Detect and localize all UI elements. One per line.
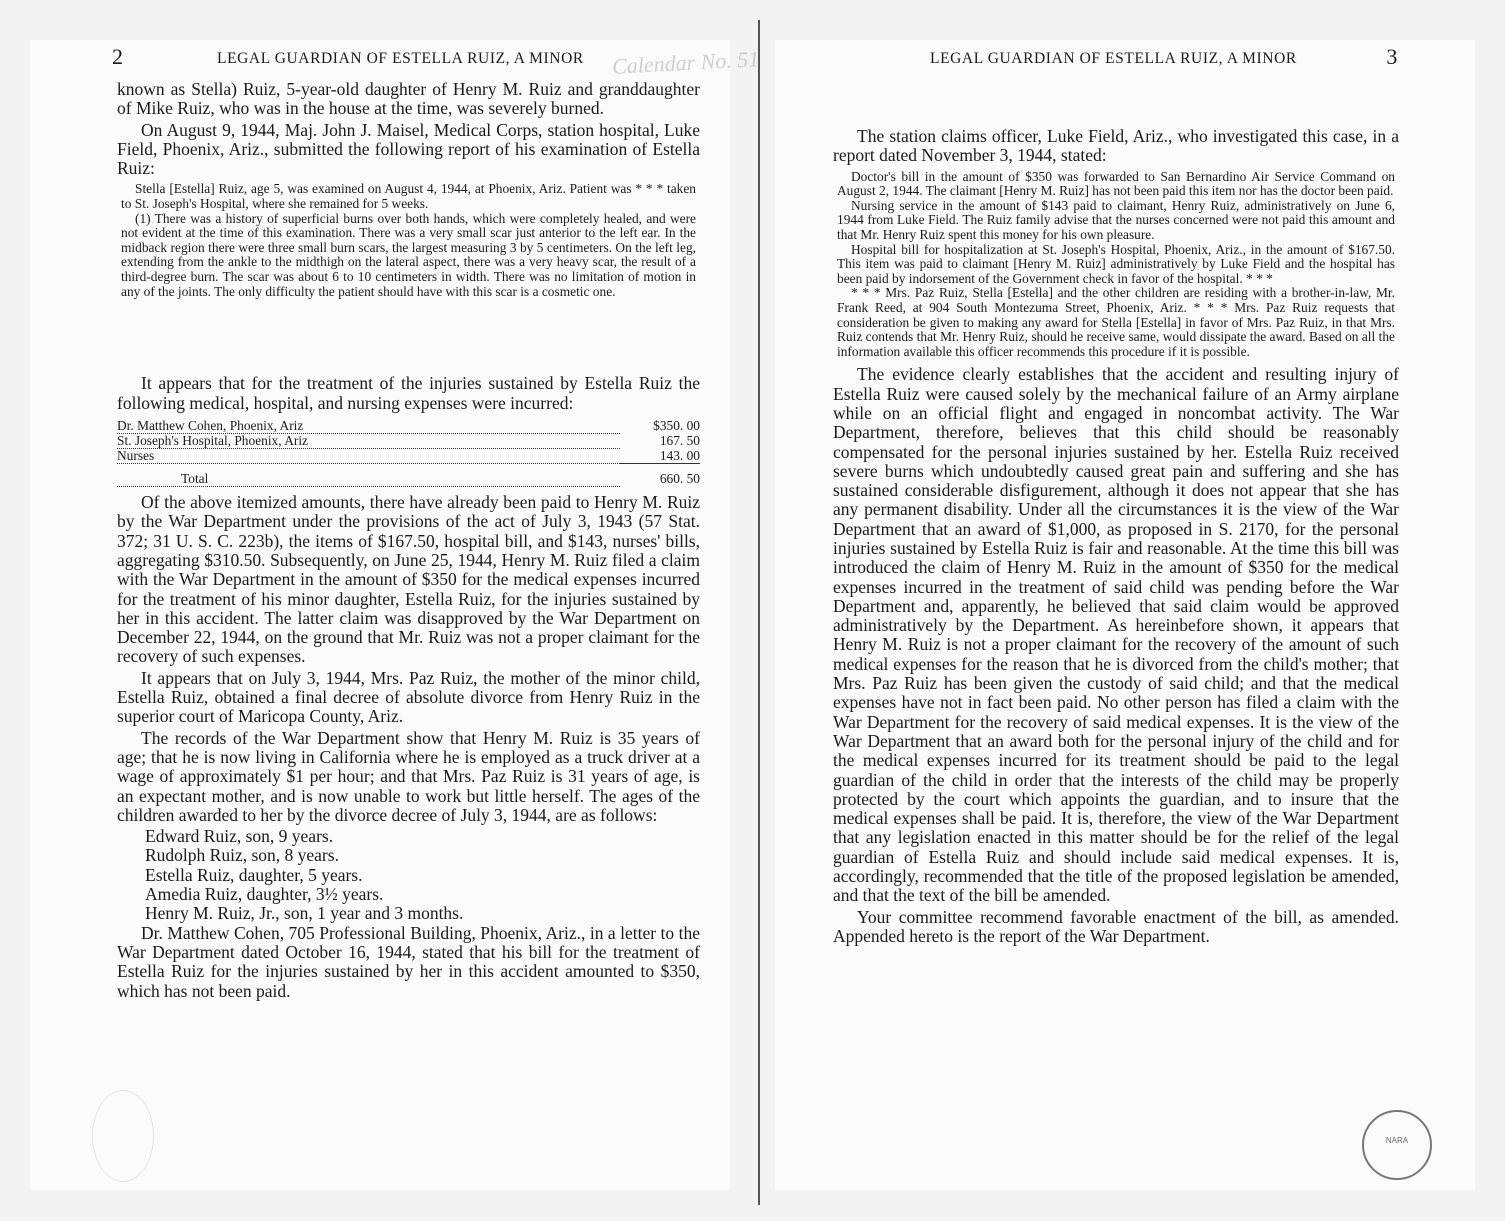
list-item: Amedia Ruiz, daughter, 3½ years. (145, 884, 384, 905)
paragraph: The records of the War Department show that Henry M. Ruiz is 35 years of age; that he is now living in California where he is employed as a truck driver at a wage of approximately $1 per hour; and that Mrs. Paz Ruiz is 31 years of age, is an expectant mother, and is now unable to work but little herself. The ages of the children awarded to her by the divorce decree of July 3, 1944, are as follows: (117, 727, 700, 825)
expense-item: Dr. Matthew Cohen, Phoenix, Ariz (117, 419, 620, 434)
faint-library-seal (92, 1090, 154, 1182)
total-label: Total (117, 464, 620, 487)
right-page-running-title: LEGAL GUARDIAN OF ESTELLA RUIZ, A MINOR (930, 50, 1297, 67)
quote-paragraph: Doctor's bill in the amount of $350 was forwarded to San Bernardino Air Service Command on August 2, 1944. The claimant [Henry M. Ruiz] has not been paid this item nor has the doctor been paid. (837, 168, 1395, 199)
expense-item: St. Joseph's Hospital, Phoenix, Ariz (117, 434, 620, 449)
table-row-total (117, 464, 700, 487)
list-item: Edward Ruiz, son, 9 years. (145, 826, 334, 847)
paragraph: It appears that for the treatment of the injuries sustained by Estella Ruiz the following medical, hospital, and nursing expenses were incurred: (117, 373, 700, 413)
paragraph: Of the above itemized amounts, there have already been paid to Henry M. Ruiz by the War Department under the provisions of the act of July 3, 1943 (57 Stat. 372; 31 U. S. C. 223b), the items of $167.50, hospital bill, and $143, nurses' bills, aggregating $310.50. Subsequently, on June 25, 1944, Henry M. Ruiz filed a claim with the War Department in the amount of $350 for the medical expenses incurred for the treatment of his minor daughter, Estella Ruiz, for the injuries sustained by her in this accident. The latter claim was disapproved by the War Department on December 22, 1944, on the ground that Mr. Ruiz was not a proper claimant for the recovery of such expenses. (117, 492, 700, 667)
expense-amount: $350. 00 (653, 418, 700, 434)
left-page-number: 2 (112, 44, 124, 69)
block-quote (833, 170, 1399, 360)
paragraph: Your committee recommend favorable enactment of the bill, as amended. Appended hereto is the report of the War Department. (833, 906, 1399, 946)
paragraph: On August 9, 1944, Maj. John J. Maisel, Medical Corps, station hospital, Luke Field, Phoenix, Ariz., submitted the following report of his examination of Estella Ruiz: (117, 119, 700, 179)
table-row (117, 419, 700, 434)
quote-paragraph: * * * Mrs. Paz Ruiz, Stella [Estella] and the other children are residing with a brother-in-law, Mr. Frank Reed, at 904 South Montezuma Street, Phoenix, Ariz. * * * Mrs. Paz Ruiz requests that consideration be given to making any award for Stella [Estella] in favor of Mrs. Paz Ruiz, in that Mrs. Ruiz contends that Mr. Henry Ruiz, should he receive same, would dissipate the award. Based on all the information available this officer recommends this procedure if it is possible. (837, 285, 1395, 359)
library-seal-stamp: NARA (1362, 1110, 1432, 1180)
paragraph: It appears that on July 3, 1944, Mrs. Paz Ruiz, the mother of the minor child, Estella Ruiz, obtained a final decree of absolute divorce from Henry Ruiz in the superior court of Maricopa County, Ariz. (117, 667, 700, 727)
total-amount: 660. 50 (620, 464, 700, 487)
page-gutter (758, 20, 760, 1205)
paragraph: The station claims officer, Luke Field, Ariz., who investigated this case, in a report dated November 3, 1944, stated: (833, 126, 1399, 166)
children-list (145, 827, 700, 923)
quote-paragraph: Stella [Estella] Ruiz, age 5, was examined on August 4, 1944, at Phoenix, Ariz. Patient was * * * taken to St. Joseph's Hospital, where she remained for 5 weeks. (121, 181, 696, 212)
expense-amount: 143. 00 (659, 447, 700, 463)
paragraph: Dr. Matthew Cohen, 705 Professional Building, Phoenix, Ariz., in a letter to the War Department dated October 16, 1944, stated that his bill for the treatment of Estella Ruiz for the injuries sustained by her in this accident amounted to $350, which has not been paid. (117, 922, 700, 1001)
left-page-body (117, 80, 700, 1003)
expense-item: Nurses (117, 449, 620, 464)
quote-paragraph: (1) There was a history of superficial burns over both hands, which were completely healed, and were not evident at the time of this examination. There was a very small scar just anterior to the left ear. In the midback region there were three small burn scars, the largest measuring 3 by 5 centimeters. On the left leg, extending from the ankle to the midthigh on the lateral aspect, there was a very heavy scar, the result of a third-degree burn. The scar was about 6 to 10 centimeters in width. There was no limitation of motion in any of the joints. The only difficulty the patient should have with this scar is a cosmetic one. (121, 210, 696, 299)
quote-paragraph: Hospital bill for hospitalization at St. Joseph's Hospital, Phoenix, Ariz., in the amount of $167.50. This item was paid to claimant [Henry M. Ruiz] administratively by Luke Field and the hospital has been paid by indorsement of the Government check in favor of the hospital. * * * (837, 241, 1395, 286)
right-page-header (858, 44, 1398, 74)
list-item: Estella Ruiz, daughter, 5 years. (145, 864, 363, 885)
right-page-body (833, 127, 1399, 948)
left-page-running-title: LEGAL GUARDIAN OF ESTELLA RUIZ, A MINOR (217, 50, 584, 67)
expenses-table (117, 419, 700, 487)
paragraph: The evidence clearly establishes that the accident and resulting injury of Estella Ruiz were caused solely by the mechanical failure of an Army airplane while on an official flight and engaged in noncombat activity. The War Department, therefore, believes that this child should be reasonably compensated for the personal injuries sustained by her. Estella Ruiz received severe burns which undoubtedly caused great pain and suffering and she has sustained considerable disfigurement, although it does not appear that she has any permanent disability. Under all the circumstances it is the view of the War Department that an award of $1,000, as proposed in S. 2170, for the personal injuries sustained by Estella Ruiz is fair and reasonable. At the time this bill was introduced the claim of Henry M. Ruiz in the amount of $350 for the medical expenses incurred in the treatment of said child was pending before the War Department and, apparently, he believed that said claim would be approved administratively by the Department. As hereinbefore shown, it appears that Henry M. Ruiz is not a proper claimant for the recovery of the amount of such medical expenses for the reason that he is divorced from the child's mother; that Mrs. Paz Ruiz has been given the custody of said child; and that the medical expenses have not in fact been paid. No other person has filed a claim with the War Department for the recovery of said medical expenses. It is the view of the War Department that an award both for the personal injury of the child and for the medical expenses incurred for its treatment should be paid to the legal guardian of the child in order that the interests of the child may be properly protected by the court which appoints the guardian, and to insure that the medical expenses shall be paid. It is, therefore, the view of the War Department that any legislation enacted in this matter should be for the relief of the legal guardian of Estella Ruiz and should include said medical expenses. It is, accordingly, recommended that the title of the proposed legislation be amended, and that the text of the bill be amended. (833, 364, 1399, 906)
right-page-number: 3 (1386, 44, 1398, 69)
block-quote (117, 182, 700, 368)
paragraph: known as Stella) Ruiz, 5-year-old daughter of Henry M. Ruiz and granddaughter of Mike Ruiz, who was in the house at the time, was severely burned. (117, 79, 700, 119)
table-row (117, 449, 700, 464)
list-item: Rudolph Ruiz, son, 8 years. (145, 845, 339, 866)
expense-amount: 167. 50 (659, 433, 700, 449)
table-row (117, 434, 700, 449)
quote-paragraph: Nursing service in the amount of $143 paid to claimant, Henry Ruiz, administratively on June 6, 1944 from Luke Field. The Ruiz family advise that the nurses concerned were not paid this amount and that Mr. Henry Ruiz spent this money for his own pleasure. (837, 197, 1395, 242)
calendar-stamp: Calendar No. 51 (611, 46, 760, 79)
list-item: Henry M. Ruiz, Jr., son, 1 year and 3 months. (145, 903, 464, 924)
